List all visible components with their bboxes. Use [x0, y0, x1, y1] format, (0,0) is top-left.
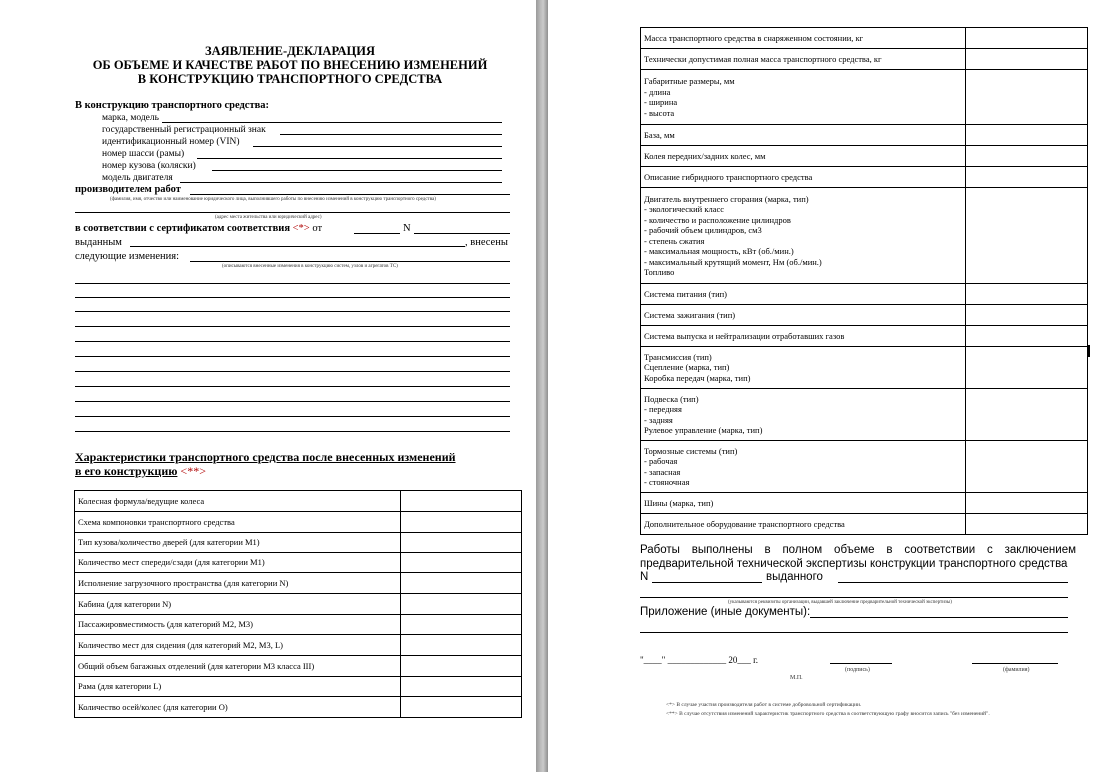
field-line[interactable] [162, 122, 502, 123]
field-label: модель двигателя [102, 173, 173, 183]
producer-hint: (фамилия, имя, отчество или наименование юридического лица, выполнившего работы по внесению изменений в конструкцию транспортного средства) [110, 197, 436, 202]
changes-blank-line[interactable] [75, 356, 510, 357]
text-cursor [1088, 345, 1090, 357]
row-text: Тормозные системы (тип) [644, 445, 738, 456]
row-text: Дополнительное оборудование транспортного средства [644, 518, 845, 529]
cert-n: N [403, 223, 411, 234]
row-label [641, 326, 966, 347]
row-label [641, 284, 966, 305]
table-row [75, 656, 522, 677]
field-line[interactable] [212, 170, 502, 171]
title-line: ЗАЯВЛЕНИЕ-ДЕКЛАРАЦИЯ [205, 44, 375, 58]
value-cell[interactable] [401, 656, 522, 677]
left-page [0, 0, 536, 772]
attachment-line-2[interactable] [640, 632, 1068, 633]
value-cell[interactable] [401, 615, 522, 635]
changes-blank-line[interactable] [75, 401, 510, 402]
changes-hint: (описываются внесенные изменения в конструкцию систем, узлов и агрегатов ТС) [222, 264, 398, 269]
row-text: Трансмиссия (тип) [644, 351, 712, 362]
field-line[interactable] [180, 182, 502, 183]
table-row [641, 188, 1088, 284]
stamp-mark: М.П. [790, 675, 803, 681]
value-cell[interactable] [965, 493, 1087, 514]
row-label [641, 305, 966, 326]
cert-number-line[interactable] [414, 233, 510, 234]
table-row [75, 553, 522, 573]
row-text: Колея передних/задних колес, мм [644, 150, 766, 161]
value-cell[interactable] [965, 49, 1087, 70]
cert-footnote-mark: <*> [292, 223, 310, 234]
title-line: ОБ ОБЪЕМЕ И КАЧЕСТВЕ РАБОТ ПО ВНЕСЕНИЮ ИЗМЕНЕНИЙ [92, 58, 488, 72]
field-label: номер шасси (рамы) [102, 149, 185, 159]
document-title [70, 44, 510, 86]
changes-label: следующие изменения: [75, 251, 180, 262]
works-line-1: Работы выполнены в полном объеме в соответствии с заключением [640, 544, 1076, 556]
row-text: Подвеска (тип) [644, 393, 699, 404]
surname-line[interactable] [972, 663, 1058, 664]
row-label [641, 28, 966, 49]
value-cell[interactable] [401, 697, 522, 718]
cert-label [75, 223, 322, 234]
row-text: - максимальная мощность, кВт (об./мин.) [644, 246, 794, 256]
table-row [641, 28, 1088, 49]
row-text: База, мм [644, 129, 675, 140]
value-cell[interactable] [401, 491, 522, 512]
cert-from: от [312, 223, 323, 234]
row-text: Описание гибридного транспортного средства [644, 171, 813, 182]
row-text: Рулевое управление (марка, тип) [644, 425, 763, 435]
row-text: Система питания (тип) [644, 288, 727, 299]
characteristics-heading: Характеристики транспортного средства после внесенных изменений [75, 450, 456, 464]
characteristics-heading-2 [75, 464, 206, 478]
changes-blank-line[interactable] [75, 431, 510, 432]
row-label [641, 188, 966, 284]
table-row [75, 697, 522, 718]
changes-blank-line[interactable] [75, 371, 510, 372]
row-label [641, 389, 966, 441]
works-line-2: предварительной технической экспертизы конструкции транспортного средства [640, 558, 1068, 570]
table-row [641, 514, 1088, 535]
footnote-1: <*> В случае участия производителя работ в системе добровольной сертификации. [666, 702, 862, 708]
row-label: Кабина (для категории N) [75, 594, 401, 615]
value-cell[interactable] [965, 305, 1087, 326]
value-cell[interactable] [965, 347, 1087, 389]
row-label [641, 514, 966, 535]
works-extra-line[interactable] [640, 597, 1068, 598]
value-cell[interactable] [965, 70, 1087, 125]
value-cell[interactable] [401, 512, 522, 533]
table-row [641, 49, 1088, 70]
value-cell[interactable] [965, 389, 1087, 441]
table-row [641, 146, 1088, 167]
field-label: номер кузова (коляски) [102, 161, 196, 171]
changes-blank-line[interactable] [75, 341, 510, 342]
row-label [641, 441, 966, 493]
value-cell[interactable] [401, 594, 522, 615]
value-cell[interactable] [965, 188, 1087, 284]
vehicle-heading: В конструкцию транспортного средства: [75, 100, 270, 111]
row-text: Масса транспортного средства в снаряженном состоянии, кг [644, 32, 864, 43]
field-line[interactable] [253, 146, 502, 147]
footnote-2: <**> В случае отсутствия изменений характеристик транспортного средства в соответствующую графу вносится запись "без изменений". [666, 711, 990, 717]
value-cell[interactable] [965, 125, 1087, 146]
row-label [641, 493, 966, 514]
issued-label: выданным [75, 237, 122, 248]
works-hint: (указываются реквизиты организации, выдавшей заключение предварительной технической экспертизы) [728, 600, 952, 605]
engine-table [640, 27, 1088, 535]
row-text: - стояночная [644, 477, 690, 487]
signature-line[interactable] [830, 663, 892, 664]
table-row [641, 284, 1088, 305]
row-text: Габаритные размеры, мм [644, 76, 735, 86]
row-text: Сцепление (марка, тип) [644, 362, 730, 373]
works-n: N [640, 571, 649, 583]
table-row [75, 635, 522, 656]
row-text: - запасная [644, 466, 681, 477]
table-row [641, 493, 1088, 514]
table-row [75, 677, 522, 697]
row-label [641, 125, 966, 146]
surname-hint: (фамилия) [1003, 667, 1030, 673]
row-text: - рабочий объем цилиндров, см3 [644, 225, 762, 235]
row-text: Система зажигания (тип) [644, 309, 736, 320]
address-hint: (адрес места жительства или юридический адрес) [215, 215, 322, 220]
table-row [75, 615, 522, 635]
value-cell[interactable] [401, 573, 522, 594]
page-divider [536, 0, 548, 772]
row-text: - ширина [644, 97, 678, 107]
changes-blank-line[interactable] [75, 326, 510, 327]
works-number-line[interactable] [652, 582, 762, 583]
table-row [75, 594, 522, 615]
table-row [641, 70, 1088, 125]
row-text: - задняя [644, 414, 673, 425]
value-cell[interactable] [965, 326, 1087, 347]
table-row [75, 533, 522, 553]
row-label: Количество мест для сидения (для категорий M2, M3, L) [75, 635, 401, 656]
row-text: Двигатель внутреннего сгорания (марка, тип) [644, 193, 809, 204]
characteristics-table [74, 490, 522, 718]
attachment-label: Приложение (иные документы): [640, 606, 811, 618]
table-row [641, 125, 1088, 146]
row-label: Рама (для категории L) [75, 677, 401, 697]
row-text: Шины (марка, тип) [644, 497, 714, 508]
address-line[interactable] [75, 212, 510, 213]
value-cell[interactable] [965, 514, 1087, 535]
table-row [75, 491, 522, 512]
issued-suffix: , внесены [465, 237, 508, 248]
row-label: Исполнение загрузочного пространства (для категории N) [75, 573, 401, 594]
field-line[interactable] [280, 134, 502, 135]
table-row [75, 512, 522, 533]
row-label [641, 347, 966, 389]
right-page [548, 0, 1106, 772]
changes-blank-line[interactable] [75, 311, 510, 312]
issued-line[interactable] [130, 246, 465, 247]
value-cell[interactable] [965, 284, 1087, 305]
date-field[interactable]: "____" _____________ 20___ г. [640, 655, 759, 665]
row-text: - длина [644, 86, 671, 97]
changes-blank-line[interactable] [75, 416, 510, 417]
row-text: - количество и расположение цилиндров [644, 214, 791, 225]
table-row [641, 441, 1088, 493]
row-text: - максимальный крутящий момент, Нм (об./мин.) [644, 256, 822, 267]
row-label: Количество осей/колес (для категории O) [75, 697, 401, 718]
title-line: В КОНСТРУКЦИЮ ТРАНСПОРТНОГО СРЕДСТВА [137, 72, 443, 86]
producer-line[interactable] [190, 194, 510, 195]
field-line[interactable] [197, 158, 502, 159]
row-text: Коробка передач (марка, тип) [644, 372, 751, 383]
signature-hint: (подпись) [845, 667, 870, 673]
row-text: - высота [644, 107, 675, 118]
value-cell[interactable] [965, 146, 1087, 167]
row-label [641, 167, 966, 188]
table-row [641, 326, 1088, 347]
row-text: - рабочая [644, 456, 678, 466]
changes-line[interactable] [190, 261, 510, 262]
producer-label: производителем работ [75, 184, 181, 195]
row-text: Топливо [644, 267, 675, 277]
row-label: Пассажировместимость (для категорий M2, M3) [75, 615, 401, 635]
row-text: Система выпуска и нейтрализации отработавших газов [644, 330, 845, 341]
value-cell[interactable] [401, 553, 522, 573]
table-row [75, 573, 522, 594]
changes-blank-line[interactable] [75, 297, 510, 298]
row-label: Тип кузова/количество дверей (для категории M1) [75, 533, 401, 553]
row-label: Колесная формула/ведущие колеса [75, 491, 401, 512]
field-label: государственный регистрационный знак [102, 125, 266, 135]
attachment-line[interactable] [810, 617, 1068, 618]
row-label [641, 49, 966, 70]
value-cell[interactable] [965, 167, 1087, 188]
row-label: Схема компоновки транспортного средства [75, 512, 401, 533]
row-label: Количество мест спереди/сзади (для категории M1) [75, 553, 401, 573]
value-cell[interactable] [965, 28, 1087, 49]
field-label: марка, модель [102, 113, 159, 123]
table-row [641, 389, 1088, 441]
table-row [641, 167, 1088, 188]
works-issued-line[interactable] [838, 582, 1068, 583]
row-label [641, 70, 966, 125]
table-row [641, 347, 1088, 389]
value-cell[interactable] [401, 533, 522, 553]
value-cell[interactable] [401, 635, 522, 656]
changes-blank-line[interactable] [75, 283, 510, 284]
field-label: идентификационный номер (VIN) [102, 137, 240, 147]
row-label [641, 146, 966, 167]
row-label: Общий объем багажных отделений (для категории M3 класса III) [75, 656, 401, 677]
row-text: - передняя [644, 404, 682, 414]
characteristics-heading-text: в его конструкцию [75, 464, 178, 478]
characteristics-footnote-mark: <**> [180, 464, 206, 478]
value-cell[interactable] [965, 441, 1087, 493]
row-text: - экологический класс [644, 204, 725, 214]
cert-date-line[interactable] [354, 233, 400, 234]
row-text: - степень сжатия [644, 235, 705, 246]
cert-prefix: в соответствии с сертификатом соответствия [75, 223, 290, 234]
works-issued: выданного [766, 571, 823, 583]
table-row [641, 305, 1088, 326]
changes-blank-line[interactable] [75, 386, 510, 387]
row-text: Технически допустимая полная масса транспортного средства, кг [644, 53, 882, 64]
value-cell[interactable] [401, 677, 522, 697]
